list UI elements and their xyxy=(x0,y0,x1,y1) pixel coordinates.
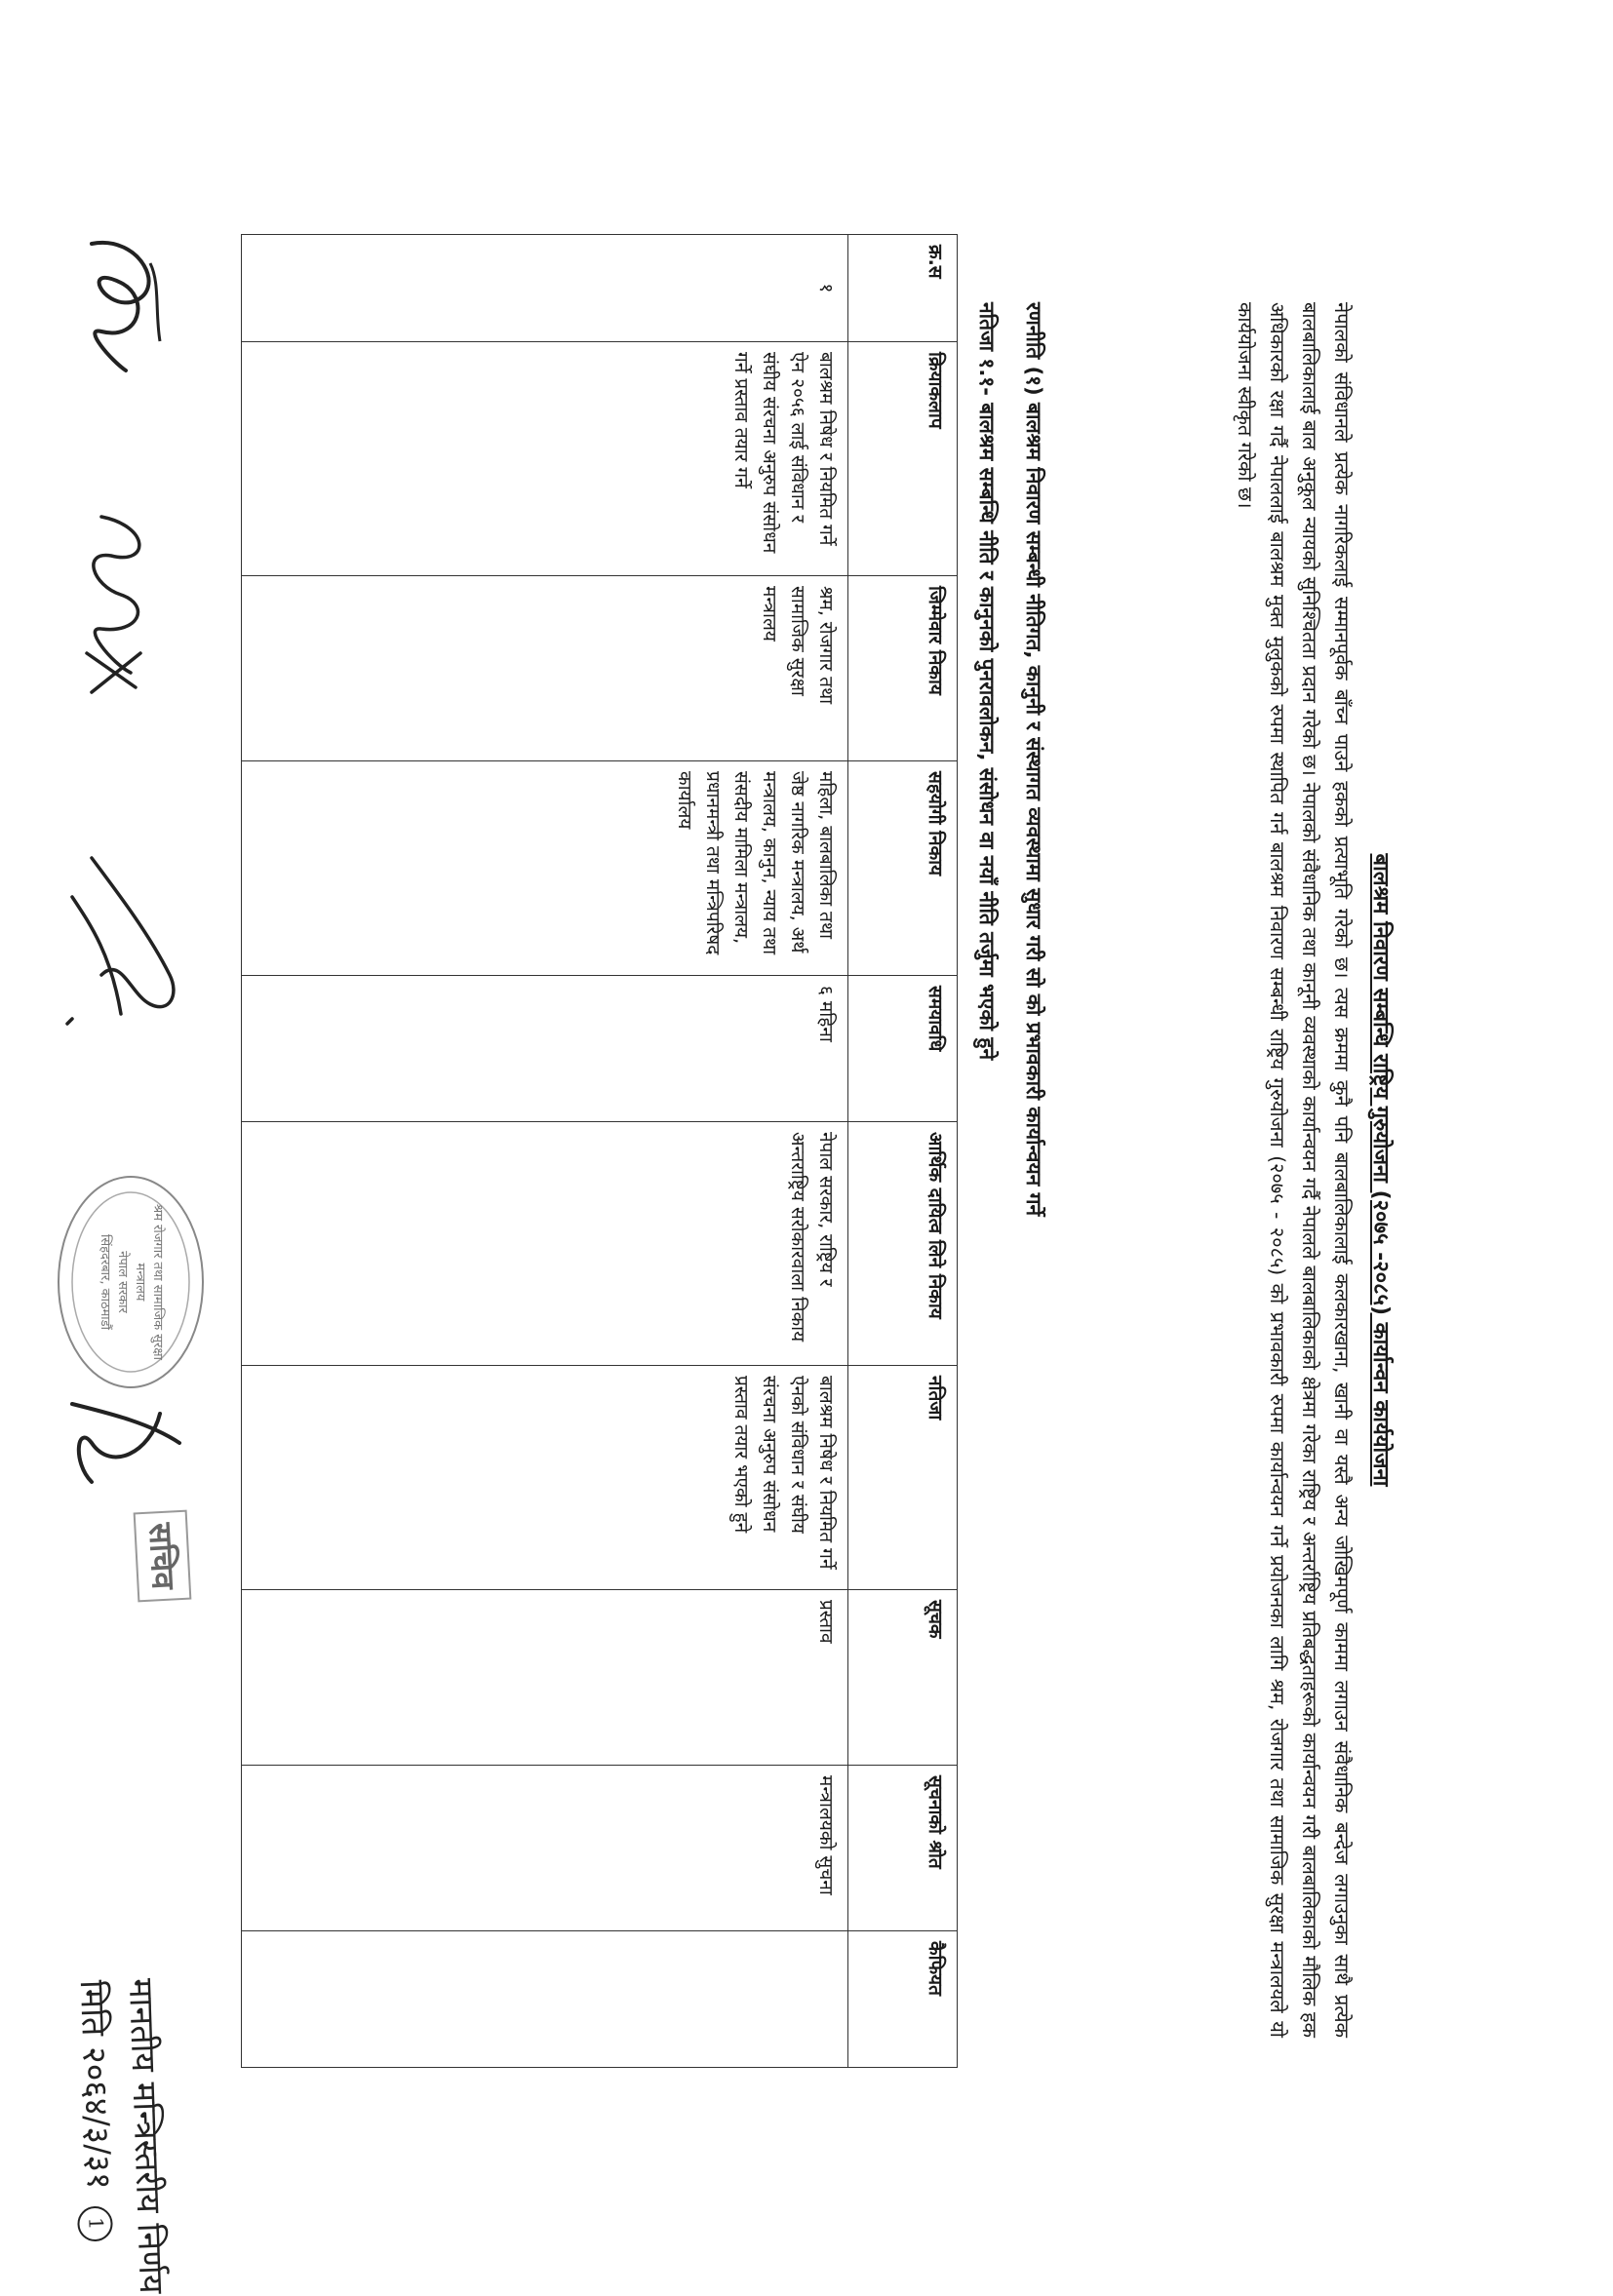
handwritten-note-line-1: मानतीय मन्त्रिस्तरीय निर्णय xyxy=(120,1977,172,2295)
outcome-heading: नतिजा १.१- बालश्रम सम्बन्धि नीति र कानुनको पुनरावलोकन, संसोधन वा नयाँ नीति तर्जुमा भएको हुने xyxy=(975,302,999,1061)
cell-responsible-body: श्रम, रोजगार तथा सामाजिक सुरक्षा मन्त्रालय xyxy=(242,576,848,761)
header-funding-body: आर्थिक दायित्व लिने निकाय xyxy=(848,1122,958,1366)
signature-3 xyxy=(53,838,209,1053)
document-title: बालश्रम निवारण सम्बन्धि राष्ट्रिय गुरुयोजना (२०७५ -२०८५) कार्यान्वन कार्ययोजना xyxy=(1368,853,1393,1487)
strategy-heading: रणनीति (१) बालश्रम निवारण सम्बन्धी नीतिगत, कानुनी र संस्थागत व्यवस्थामा सुधार गरी सो को प्रभावकारी कार्यान्वयन गर्ने xyxy=(1022,302,1045,1217)
header-serial: क्र.स xyxy=(848,235,958,342)
seal-line-3: सिंहदरबार, काठमाडौं xyxy=(98,1233,112,1331)
header-duration: समयावधि xyxy=(848,976,958,1122)
signature-4 xyxy=(53,1384,199,1501)
cell-duration: ६ महिना xyxy=(242,976,848,1122)
intro-paragraph: नेपालको संविधानले प्रत्येक नागरिकलाई सम्मानपूर्वक बाँच्न पाउने हकको प्रत्याभूति गरेको छ। त्यस क्रममा कुनै पनि बालबालिकालाई कलकारखाना, खानी वा यस्तै अन्य जोखिमपूर्ण काममा लगाउन संवैधानिक बन्देज लगाउनुका साथै प्रत्येक बालबालिकालाई बाल अनुकूल न्यायको सुनिश्चितता प्रदान गरेको छ। नेपालको संवैधानिक तथा कानूनी व्यवस्थाको कार्यान्वयन गर्दै नेपालले बालबालिकाको क्षेत्रमा गरेका राष्ट्रिय र अन्तर्राष्ट्रिय प्रतिबद्धताहरूको कार्यान्वयन गरी बालबालिकाको मौलिक हक अधिकारको रक्षा गर्दै नेपाललाई बालश्रम मुक्त मुलुकको रुपमा स्थापित गर्न बालश्रम निवारण सम्बन्धी राष्ट्रिय गुरुयोजना (२०७५ - २०८५) को प्रभावकारी रुपमा कार्यान्वयन गर्ने प्रयोजनका लागि श्रम, रोजगार तथा सामाजिक सुरक्षा मन्त्रालयले यो कार्ययोजना स्वीकृत गरेको छ। xyxy=(1234,302,1354,2038)
header-responsible-body: जिम्मेवार निकाय xyxy=(848,576,958,761)
cell-info-source: मन्त्रालयको सुचना xyxy=(242,1766,848,1931)
header-remarks: कैफियत xyxy=(848,1931,958,2068)
cell-serial: १ xyxy=(242,235,848,342)
table-header-row xyxy=(848,235,958,2068)
header-supporting-body: सहयोगी निकाय xyxy=(848,761,958,976)
handwritten-note-line-2 xyxy=(67,1979,126,2274)
handwritten-decision-note xyxy=(67,1977,175,2295)
cell-activity: बालश्रम निषेध र नियमित गर्ने ऐन २०५६ लाई संविधान र संघीय संरचना अनुरुप संसोधन गर्ने प्रस्ताव तयार गर्ने xyxy=(242,342,848,576)
cell-remarks xyxy=(242,1931,848,2068)
table-row xyxy=(242,235,848,2068)
handwritten-note-date: मिति २०६४/३/३१ xyxy=(71,1979,119,2191)
cell-indicator: प्रस्ताव xyxy=(242,1590,848,1766)
secretary-stamp-label: सचिव xyxy=(134,1510,192,1603)
signature-2 xyxy=(62,507,170,702)
handwritten-circled-number: 1 xyxy=(77,2205,113,2241)
cell-result: बालश्रम निषेध र नियमित गर्ने ऐनको संविधान र संघीय संरचना अनुरुप संसोधन प्रस्ताव तयार भएको हुने xyxy=(242,1366,848,1590)
header-indicator: सूचक xyxy=(848,1590,958,1766)
seal-line-2: नेपाल सरकार xyxy=(115,1251,130,1313)
cell-supporting-body: महिला, बालबालिका तथा जेष्ठ नागरिक मन्त्रालय, अर्थ मन्त्रालय, कानुन, न्याय तथा संसदीय मामिला मन्त्रालय, प्रधानमन्त्री तथा मन्त्रिपरिषद कार्यालय xyxy=(242,761,848,976)
action-plan-table xyxy=(241,234,958,2068)
seal-line-1: श्रम रोजगार तथा सामाजिक सुरक्षा मन्त्रालय xyxy=(133,1203,165,1360)
header-activity: क्रियाकलाप xyxy=(848,342,958,576)
official-seal xyxy=(53,1170,209,1394)
signature-1 xyxy=(53,224,179,390)
cell-funding-body: नेपाल सरकार, राष्ट्रिय र अन्तराष्ट्रिय सरोकारवाला निकाय xyxy=(242,1122,848,1366)
header-result: नतिजा xyxy=(848,1366,958,1590)
header-info-source: सूचनाको श्रोत xyxy=(848,1766,958,1931)
